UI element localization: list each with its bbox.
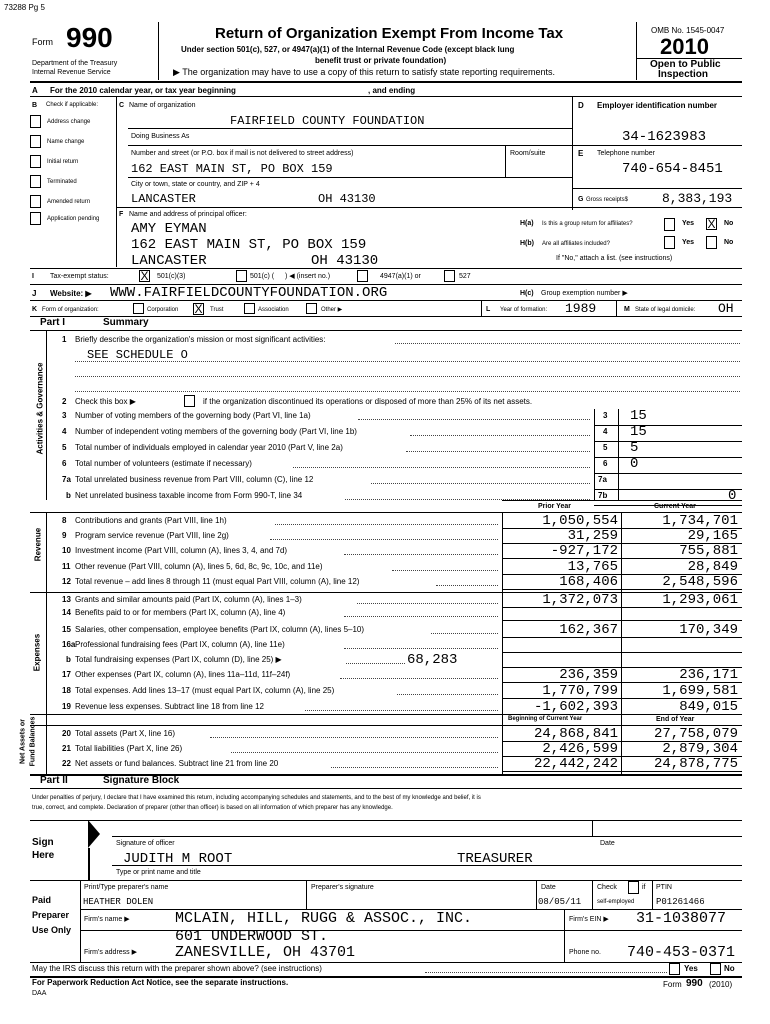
firm-address-label: Firm's address ▶ [84,949,138,956]
initial-return-checkbox[interactable] [30,155,41,168]
prior-year-value: 31,259 [567,528,618,544]
gov-line-num: 5 [62,443,67,452]
gov-line-text: Number of voting members of the governing body (Part VI, line 1a) [75,411,311,420]
footer-form-word: Form [663,980,682,989]
preparer-date-label: Date [541,884,556,891]
row-rule [594,457,742,458]
part1-label: Part I [40,317,66,328]
4947-label: 4947(a)(1) or [380,273,421,280]
line-text: Grants and similar amounts paid (Part IX, column (A), lines 1–3) [75,595,302,604]
discuss-yes-label: Yes [684,964,698,973]
current-year-value: 27,758,079 [653,726,738,742]
line1-num: 1 [62,335,67,344]
leader-dots [344,648,498,649]
part2-label: Part II [40,775,68,786]
city-label: City or town, state or country, and ZIP + 4 [131,181,260,188]
current-year-value: 1,699,581 [662,683,738,699]
year-formation-label: Year of formation: [500,307,548,313]
prior-year-value: 236,359 [559,667,618,683]
form-of-org-label: Form of organization: [42,307,99,313]
col-end-year: End of Year [656,716,695,723]
leader-dots [231,752,498,753]
line-text: Contributions and grants (Part VIII, line 1h) [75,516,227,525]
officer-signature-name: JUDITH M ROOT [123,851,233,867]
firm-address-2: ZANESVILLE, OH 43701 [175,944,356,961]
section-f-label: F [119,211,124,218]
line-text: Total revenue – add lines 8 through 11 (must equal Part VIII, column (A), line 12) [75,577,360,586]
open-public-1: Open to Public [650,59,721,70]
leader-dots [431,633,498,634]
gov-line-value: 5 [630,440,639,456]
row-rule [502,589,742,590]
line-num: 8 [62,516,67,525]
leader-dots [436,585,498,586]
dept-irs: Internal Revenue Service [32,69,111,76]
application-pending-label: Application pending [47,216,100,222]
side-label-governance: Activities & Governance [35,362,45,455]
line-text: Other revenue (Part VIII, column (A), lines 5, 6d, 8c, 9c, 10c, and 11e) [75,562,323,571]
side-label-expenses: Expenses [32,633,42,672]
527-label: 527 [459,273,471,280]
irs-discuss-question: May the IRS discuss this return with the preparer shown above? (see instructions) [32,964,322,973]
line-text: Other expenses (Part IX, column (A), lines 11a–11d, 11f–24f) [75,670,291,679]
gov-line-text: Total number of volunteers (estimate if necessary) [75,459,252,468]
current-year-value: 24,878,775 [653,756,738,772]
header-divider-right [636,22,637,80]
principal-officer-label: Name and address of principal officer: [129,211,247,218]
section-b-label: B [32,102,38,109]
website-value: WWW.FAIRFIELDCOUNTYFOUNDATION.ORG [110,285,388,301]
line-a-text: For the 2010 calendar year, or tax year beginning [50,86,236,95]
address-change-label: Address change [47,119,91,125]
gov-line-num: 3 [62,411,67,420]
leader-dots [331,767,498,768]
ha-yes-label: Yes [682,220,695,227]
phone-title: Telephone number [597,150,655,157]
line-text: Program service revenue (Part VIII, line 2g) [75,531,229,540]
ha-yes-checkbox[interactable] [664,218,675,231]
preparer-date-value: 08/05/11 [538,897,582,907]
domicile-value: OH [718,301,734,316]
paid-label: Paid [32,895,52,905]
officer-address: 162 EAST MAIN ST, PO BOX 159 [131,237,367,253]
section-d-label: D [578,101,584,110]
form-subtitle-2: benefit trust or private foundation) [315,56,447,65]
name-change-label: Name change [47,139,85,145]
gov-line-box: 7a [598,475,607,484]
line-text: Total expenses. Add lines 13–17 (must equal Part IX, column (A), line 25) [75,686,335,695]
gov-line-num: 4 [62,427,67,436]
current-year-value: 1,293,061 [662,592,738,608]
phone-value: 740-654-8451 [622,161,723,177]
line-text: Total assets (Part X, line 16) [75,729,176,738]
address-change-checkbox[interactable] [30,115,41,128]
line-text: Professional fundraising fees (Part IX, column (A), line 11e) [75,640,285,649]
paperwork-notice: For Paperwork Reduction Act Notice, see the separate instructions. [32,978,289,987]
prior-year-value: 22,442,242 [533,756,618,772]
hb-yes-label: Yes [682,239,695,246]
firm-name-label: Firm's name ▶ [84,916,130,923]
current-year-value: 2,548,596 [662,574,738,590]
form-subtitle-1: Under section 501(c), 527, or 4947(a)(1) of the Internal Revenue Code (except black lung [181,45,515,54]
row-rule [502,771,742,772]
gross-receipts-value: 8,383,193 [662,191,733,206]
gov-line-num: 7a [62,475,71,484]
line-num: 14 [62,608,71,617]
line-text: Revenue less expenses. Subtract line 18 from line 12 [75,702,264,711]
terminated-label: Terminated [47,179,77,185]
org-name-label: Name of organization [129,102,196,109]
line-text: Total fundraising expenses (Part IX, column (D), line 25) ▶ [75,655,282,664]
line-num: 13 [62,595,71,604]
line-a-label: A [32,86,38,95]
gov-line-value: 0 [728,488,737,504]
prior-year-value: 2,426,599 [542,741,618,757]
current-year-value: 1,734,701 [662,513,738,529]
gov-line-value: 15 [630,424,647,440]
preparer-signature-label: Preparer's signature [311,884,374,891]
sign-date-label: Date [600,840,615,847]
street-value: 162 EAST MAIN ST, PO BOX 159 [131,162,333,176]
form-word: Form [32,37,53,47]
trust-checkbox[interactable]: X [194,302,203,316]
domicile-label: State of legal domicile: [635,307,696,313]
hb-no-checkbox[interactable] [706,236,717,249]
line-j-label: J [32,289,37,298]
if-label: if [642,884,646,891]
street-label: Number and street (or P.O. box if mail is not delivered to street address) [131,150,354,157]
ha-no-label: No [724,220,734,227]
officer-title: TREASURER [457,851,533,867]
row-rule [502,637,742,638]
self-employed-checkbox[interactable] [628,881,639,894]
org-name-value: FAIRFIELD COUNTY FOUNDATION [230,114,425,128]
line-num: 11 [62,562,71,571]
leader-dots [293,467,591,468]
row-rule [502,607,742,608]
prior-year-value: 168,406 [559,574,618,590]
line2-text-b: if the organization discontinued its operations or disposed of more than 25% of its net assets. [203,397,533,406]
row-rule [594,473,742,474]
city-value: LANCASTER [131,192,196,206]
leader-dots [410,435,590,436]
corporation-label: Corporation [147,307,179,313]
sign-label-2: Here [32,850,55,861]
officer-name: AMY EYMAN [131,221,207,237]
current-year-value: 29,165 [687,528,738,544]
preparer-name-value: HEATHER DOLEN [83,897,154,907]
line-num: 21 [62,744,71,753]
leader-dots [406,451,590,452]
hb-text: Are all affiliates included? [542,241,610,247]
ptin-value: P01261466 [656,897,705,907]
open-public-2: Inspection [658,69,709,80]
discuss-yes-checkbox[interactable] [669,963,680,975]
line-num: 20 [62,729,71,738]
prior-year-value: -1,602,393 [533,699,618,715]
type-name-label: Type or print name and title [116,869,201,876]
leader-dots [305,710,498,711]
501c-insert-label: ) ◀ (insert no.) [285,273,331,280]
current-year-value: 170,349 [679,622,738,638]
line-m-label: M [624,306,630,313]
gov-line-text: Number of independent voting members of the governing body (Part VI, line 1b) [75,427,357,436]
room-label: Room/suite [510,150,546,157]
discontinued-checkbox[interactable] [184,395,195,407]
gov-line-box: 4 [603,427,608,436]
perjury-statement-2: true, correct, and complete. Declaration of preparer (other than officer) is based on all information of which preparer has any knowledge. [32,805,393,811]
current-year-value: 755,881 [679,543,738,559]
year-formation-value: 1989 [565,301,597,316]
amended-return-label: Amended return [47,199,91,205]
gov-line-value: 0 [630,456,639,472]
4947-checkbox[interactable] [357,270,368,282]
gov-line-text: Net unrelated business taxable income from Form 990-T, line 34 [75,491,303,500]
use-only-label: Use Only [32,925,72,935]
line-num: 16a [62,640,76,649]
check-label: Check [597,884,617,891]
gov-line-box: 5 [603,443,608,452]
501c3-label: 501(c)(3) [157,273,186,280]
discuss-no-label: No [724,964,735,973]
501c3-checkbox[interactable]: X [140,269,149,283]
527-checkbox[interactable] [444,270,455,282]
line-l-label: L [486,306,491,313]
ein-value: 34-1623983 [622,129,707,145]
other-org-checkbox[interactable] [306,303,317,314]
gross-receipts-label: Gross receipts$ [586,197,629,203]
firm-ein-value: 31-1038077 [636,910,727,927]
section-b-title: Check if applicable: [46,102,99,108]
firm-ein-label: Firm's EIN ▶ [569,916,609,923]
gov-line-box: 7b [598,491,608,500]
gov-line-num: b [66,491,71,500]
association-checkbox[interactable] [244,303,255,314]
line-num: 9 [62,531,67,540]
dept-treasury: Department of the Treasury [32,60,118,67]
discuss-no-checkbox[interactable] [710,963,721,975]
501c-checkbox[interactable] [236,270,247,282]
line-a-ending: , and ending [368,86,416,95]
gov-line-box: 6 [603,459,608,468]
signature-of-officer-label: Signature of officer [116,840,175,847]
hc-label: H(c) [520,290,534,297]
row-rule [502,620,742,621]
hb-note: If "No," attach a list. (see instructions) [556,255,673,262]
section-g-label: G [578,196,584,203]
gov-line-value: 15 [630,408,647,424]
ha-no-checkbox[interactable]: X [707,217,716,231]
col-begin-year: Beginning of Current Year [508,716,583,722]
line-num: 10 [62,546,71,555]
section-c-label: C [119,102,125,109]
hb-no-label: No [724,239,734,246]
preparer-label: Preparer [32,910,70,920]
website-label: Website: ▶ [50,289,92,298]
association-label: Association [258,307,289,313]
dba-label: Doing Business As [131,133,190,140]
tax-year: 2010 [660,34,709,59]
mission-value: SEE SCHEDULE O [87,348,188,362]
officer-state-zip: OH 43130 [311,253,379,269]
leader-dots [346,663,405,664]
terminated-checkbox[interactable] [30,175,41,188]
line-i-label: I [32,273,34,280]
line-num: 17 [62,670,71,679]
row-rule [594,489,742,490]
row-rule [594,441,742,442]
leader-dots [344,616,498,617]
side-label-net-assets-2: Fund Balances [29,716,37,767]
corporation-checkbox[interactable] [133,303,144,314]
line-num: 19 [62,702,71,711]
line-text: Benefits paid to or for members (Part IX, column (A), line 4) [75,608,286,617]
hb-label: H(b) [520,240,534,247]
prior-year-value: 24,868,841 [533,726,618,742]
ein-title: Employer identification number [597,101,718,110]
tax-exempt-label: Tax-exempt status: [50,273,109,280]
leader-dots [210,737,499,738]
inline-amount: 68,283 [407,652,458,668]
sign-label-1: Sign [32,837,54,848]
section-e-label: E [578,149,584,158]
col-current-year: Current Year [654,503,696,510]
phone-no-label: Phone no. [569,949,601,956]
prior-year-value: -927,172 [550,543,618,559]
line2-num: 2 [62,397,67,406]
other-org-label: Other ▶ [321,307,343,313]
form-number: 990 [66,22,113,53]
leader-dots [392,570,498,571]
page-reference: 73288 Pg 5 [4,3,45,12]
prior-year-value: 162,367 [559,622,618,638]
line-num: 12 [62,577,71,586]
line-num: 22 [62,759,71,768]
self-employed-label: self-employed [597,899,635,905]
hc-text: Group exemption number ▶ [541,290,628,297]
part2-title: Signature Block [103,775,180,786]
leader-dots [270,539,498,540]
leader-dots [340,678,498,679]
line-text: Total liabilities (Part X, line 26) [75,744,183,753]
footer-form-number: 990 [686,978,703,989]
gov-line-box: 3 [603,411,608,420]
leader-dots [357,603,498,604]
line-text: Salaries, other compensation, employee benefits (Part IX, column (A), lines 5–10) [75,625,365,634]
line-text: Investment income (Part VIII, column (A), lines 3, 4, and 7d) [75,546,288,555]
firm-address-1: 601 UNDERWOOD ST. [175,928,329,945]
omb-number: OMB No. 1545-0047 [651,26,725,35]
current-year-value: 28,849 [687,559,738,575]
line-k-label: K [32,306,38,313]
col-prior-year: Prior Year [538,503,571,510]
perjury-statement-1: Under penalties of perjury, I declare that I have examined this return, including accompanying schedules and statements, and to the best of my knowledge and belief, it is [32,795,481,801]
leader-dots [344,554,498,555]
form-title: Return of Organization Exempt From Income Tax [215,25,564,42]
line2-text-a: Check this box ▶ [75,397,136,406]
prior-year-value: 1,770,799 [542,683,618,699]
part1-title: Summary [103,317,149,328]
line-num: 15 [62,625,71,634]
initial-return-label: Initial return [47,159,79,165]
prior-year-value: 1,372,073 [542,592,618,608]
preparer-name-label: Print/Type preparer's name [84,884,169,891]
amended-return-checkbox[interactable] [30,195,41,208]
state-zip-value: OH 43130 [318,192,376,206]
gov-line-text: Total unrelated business revenue from Part VIII, column (C), line 12 [75,475,314,484]
footer-form-year: (2010) [709,980,733,989]
row-rule [502,652,742,653]
daa-label: DAA [32,990,47,997]
prior-year-value: 1,050,554 [542,513,618,529]
preparer-phone-value: 740-453-0371 [627,944,736,961]
ha-label: H(a) [520,220,534,227]
side-label-net-assets-1: Net Assets or [19,719,27,764]
firm-name-value: MCLAIN, HILL, RUGG & ASSOC., INC. [175,910,473,927]
ha-text: Is this a group return for affiliates? [542,221,633,227]
application-pending-checkbox[interactable] [30,212,41,225]
line-text: Net assets or fund balances. Subtract line 21 from line 20 [75,759,279,768]
501c-label: 501(c) ( [250,273,275,280]
name-change-checkbox[interactable] [30,135,41,148]
current-year-value: 849,015 [679,699,738,715]
leader-dots [275,524,498,525]
hb-yes-checkbox[interactable] [664,236,675,249]
gov-line-num: 6 [62,459,67,468]
ptin-label: PTIN [656,884,672,891]
line-num: 18 [62,686,71,695]
leader-dots [397,694,498,695]
officer-city: LANCASTER [131,253,207,269]
prior-year-value: 13,765 [567,559,618,575]
trust-label: Trust [210,307,224,313]
current-year-value: 2,879,304 [662,741,738,757]
gov-line-text: Total number of individuals employed in calendar year 2010 (Part V, line 2a) [75,443,343,452]
line1-text: Briefly describe the organization's mission or most significant activities: [75,335,326,344]
line-num: b [66,655,71,664]
leader-dots [371,483,590,484]
state-reporting-notice: ▶ The organization may have to use a copy of this return to satisfy state reporting requirements. [173,67,555,77]
row-rule [594,425,742,426]
current-year-value: 236,171 [679,667,738,683]
side-label-revenue: Revenue [33,527,43,562]
leader-dots [358,419,590,420]
header-divider-left [158,22,159,80]
sign-here-arrow-icon [88,820,102,880]
